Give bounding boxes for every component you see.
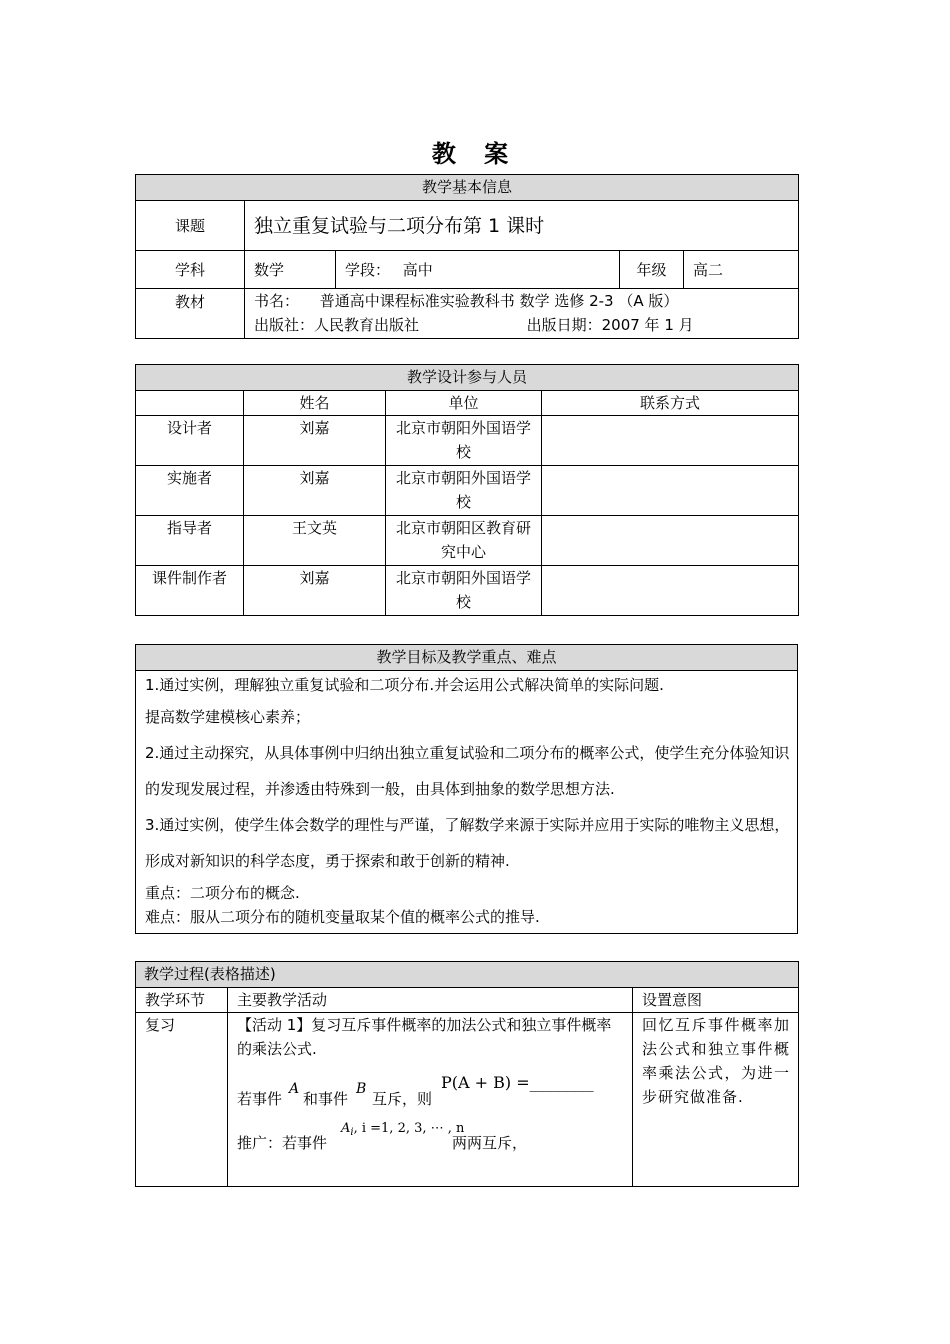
column-header: 主要教学活动 xyxy=(228,988,633,1013)
subscript-i: i xyxy=(350,1127,354,1138)
column-header xyxy=(136,391,244,416)
publisher-label: 出版社： xyxy=(254,316,315,334)
objectives-body xyxy=(136,671,798,934)
process-header: 教学过程(表格描述) xyxy=(136,962,799,988)
formula-line-1 xyxy=(237,1073,626,1109)
textbook-info xyxy=(245,289,799,339)
unit-cell: 北京市朝阳外国语学校 xyxy=(386,466,542,516)
event-b-symbol: B xyxy=(356,1081,367,1097)
name-cell: 刘嘉 xyxy=(244,466,386,516)
intent-cell: 回忆互斥事件概率加法公式和独立事件概率乘法公式，为进一步研究做准备. xyxy=(633,1013,799,1187)
activity-intro: 【活动 1】复习互斥事件概率的加法公式和独立事件概率的乘法公式. xyxy=(237,1016,612,1058)
textbook-label: 教材 xyxy=(136,289,245,339)
table-row xyxy=(136,1013,799,1187)
role-cell: 设计者 xyxy=(136,416,244,466)
text-fragment: 和事件 xyxy=(303,1090,349,1108)
objective-1: 1.通过实例，理解独立重复试验和二项分布.并会运用公式解决简单的实际问题. xyxy=(145,676,664,694)
name-cell: 刘嘉 xyxy=(244,416,386,466)
column-header: 姓名 xyxy=(244,391,386,416)
publisher-value: 人民教育出版社 xyxy=(314,316,420,334)
column-header: 设置意图 xyxy=(633,988,799,1013)
contact-cell xyxy=(542,466,799,516)
stage-cell xyxy=(336,251,620,289)
addition-formula: P(A + B) =________ xyxy=(441,1073,594,1092)
role-cell: 指导者 xyxy=(136,516,244,566)
activity-cell xyxy=(228,1013,633,1187)
unit-cell: 北京市朝阳外国语学校 xyxy=(386,566,542,616)
book-label: 书名： xyxy=(254,292,300,310)
topic-value: 独立重复试验与二项分布第 1 课时 xyxy=(245,201,799,251)
document-title: 教 案 xyxy=(431,140,519,168)
participants-header: 教学设计参与人员 xyxy=(136,365,799,391)
grade-value: 高二 xyxy=(684,251,799,289)
basic-info-header: 教学基本信息 xyxy=(136,175,799,201)
pubdate-value: 2007 年 1 月 xyxy=(601,316,694,334)
participants-table xyxy=(135,364,799,616)
objective-3: 3.通过实例，使学生体会数学的理性与严谨，了解数学来源于实际并应用于实际的唯物主义思想，形成对新知识的科学态度，勇于探索和敢于创新的精神. xyxy=(145,816,790,870)
formula-line-2 xyxy=(237,1123,626,1155)
unit-cell: 北京市朝阳区教育研究中心 xyxy=(386,516,542,566)
role-cell: 课件制作者 xyxy=(136,566,244,616)
event-a-symbol: A xyxy=(289,1081,300,1097)
table-row xyxy=(136,566,799,616)
stage-label: 学段： xyxy=(345,260,391,279)
name-cell: 刘嘉 xyxy=(244,566,386,616)
key-point: 重点：二项分布的概念. xyxy=(145,884,300,902)
table-row xyxy=(136,516,799,566)
text-fragment: 推广：若事件 xyxy=(237,1134,328,1152)
table-row xyxy=(136,416,799,466)
difficult-point: 难点：服从二项分布的随机变量取某个值的概率公式的推导. xyxy=(145,908,540,926)
book-value: 普通高中课程标准实验教科书 数学 选修 2-3 （A 版） xyxy=(319,292,679,310)
objectives-header: 教学目标及教学重点、难点 xyxy=(136,645,798,671)
objective-1-cont: 提高数学建模核心素养； xyxy=(145,708,311,726)
unit-cell: 北京市朝阳外国语学校 xyxy=(386,416,542,466)
subject-value: 数学 xyxy=(245,251,336,289)
name-cell: 王文英 xyxy=(244,516,386,566)
basic-info-table xyxy=(135,174,799,339)
column-header: 联系方式 xyxy=(542,391,799,416)
topic-label: 课题 xyxy=(136,201,245,251)
pubdate-label: 出版日期： xyxy=(526,316,602,334)
text-fragment: 若事件 xyxy=(237,1090,283,1108)
index-range: , i =1, 2, 3, ⋯ , n xyxy=(353,1121,465,1136)
stage-cell: 复习 xyxy=(136,1013,228,1187)
role-cell: 实施者 xyxy=(136,466,244,516)
process-table xyxy=(135,961,799,1187)
text-fragment: 互斥，则 xyxy=(372,1090,433,1108)
stage-value: 高中 xyxy=(402,260,433,279)
column-header: 单位 xyxy=(386,391,542,416)
contact-cell xyxy=(542,566,799,616)
objective-2: 2.通过主动探究，从具体事例中归纳出独立重复试验和二项分布的概率公式，使学生充分体验知识的发现发展过程，并渗透由特殊到一般，由具体到抽象的数学思想方法. xyxy=(145,744,790,798)
text-fragment: 两两互斥， xyxy=(452,1134,528,1152)
table-row xyxy=(136,466,799,516)
event-ai-symbol: A xyxy=(341,1121,351,1136)
objectives-table xyxy=(135,644,798,934)
contact-cell xyxy=(542,416,799,466)
contact-cell xyxy=(542,516,799,566)
column-header: 教学环节 xyxy=(136,988,228,1013)
grade-label: 年级 xyxy=(620,251,684,289)
subject-label: 学科 xyxy=(136,251,245,289)
